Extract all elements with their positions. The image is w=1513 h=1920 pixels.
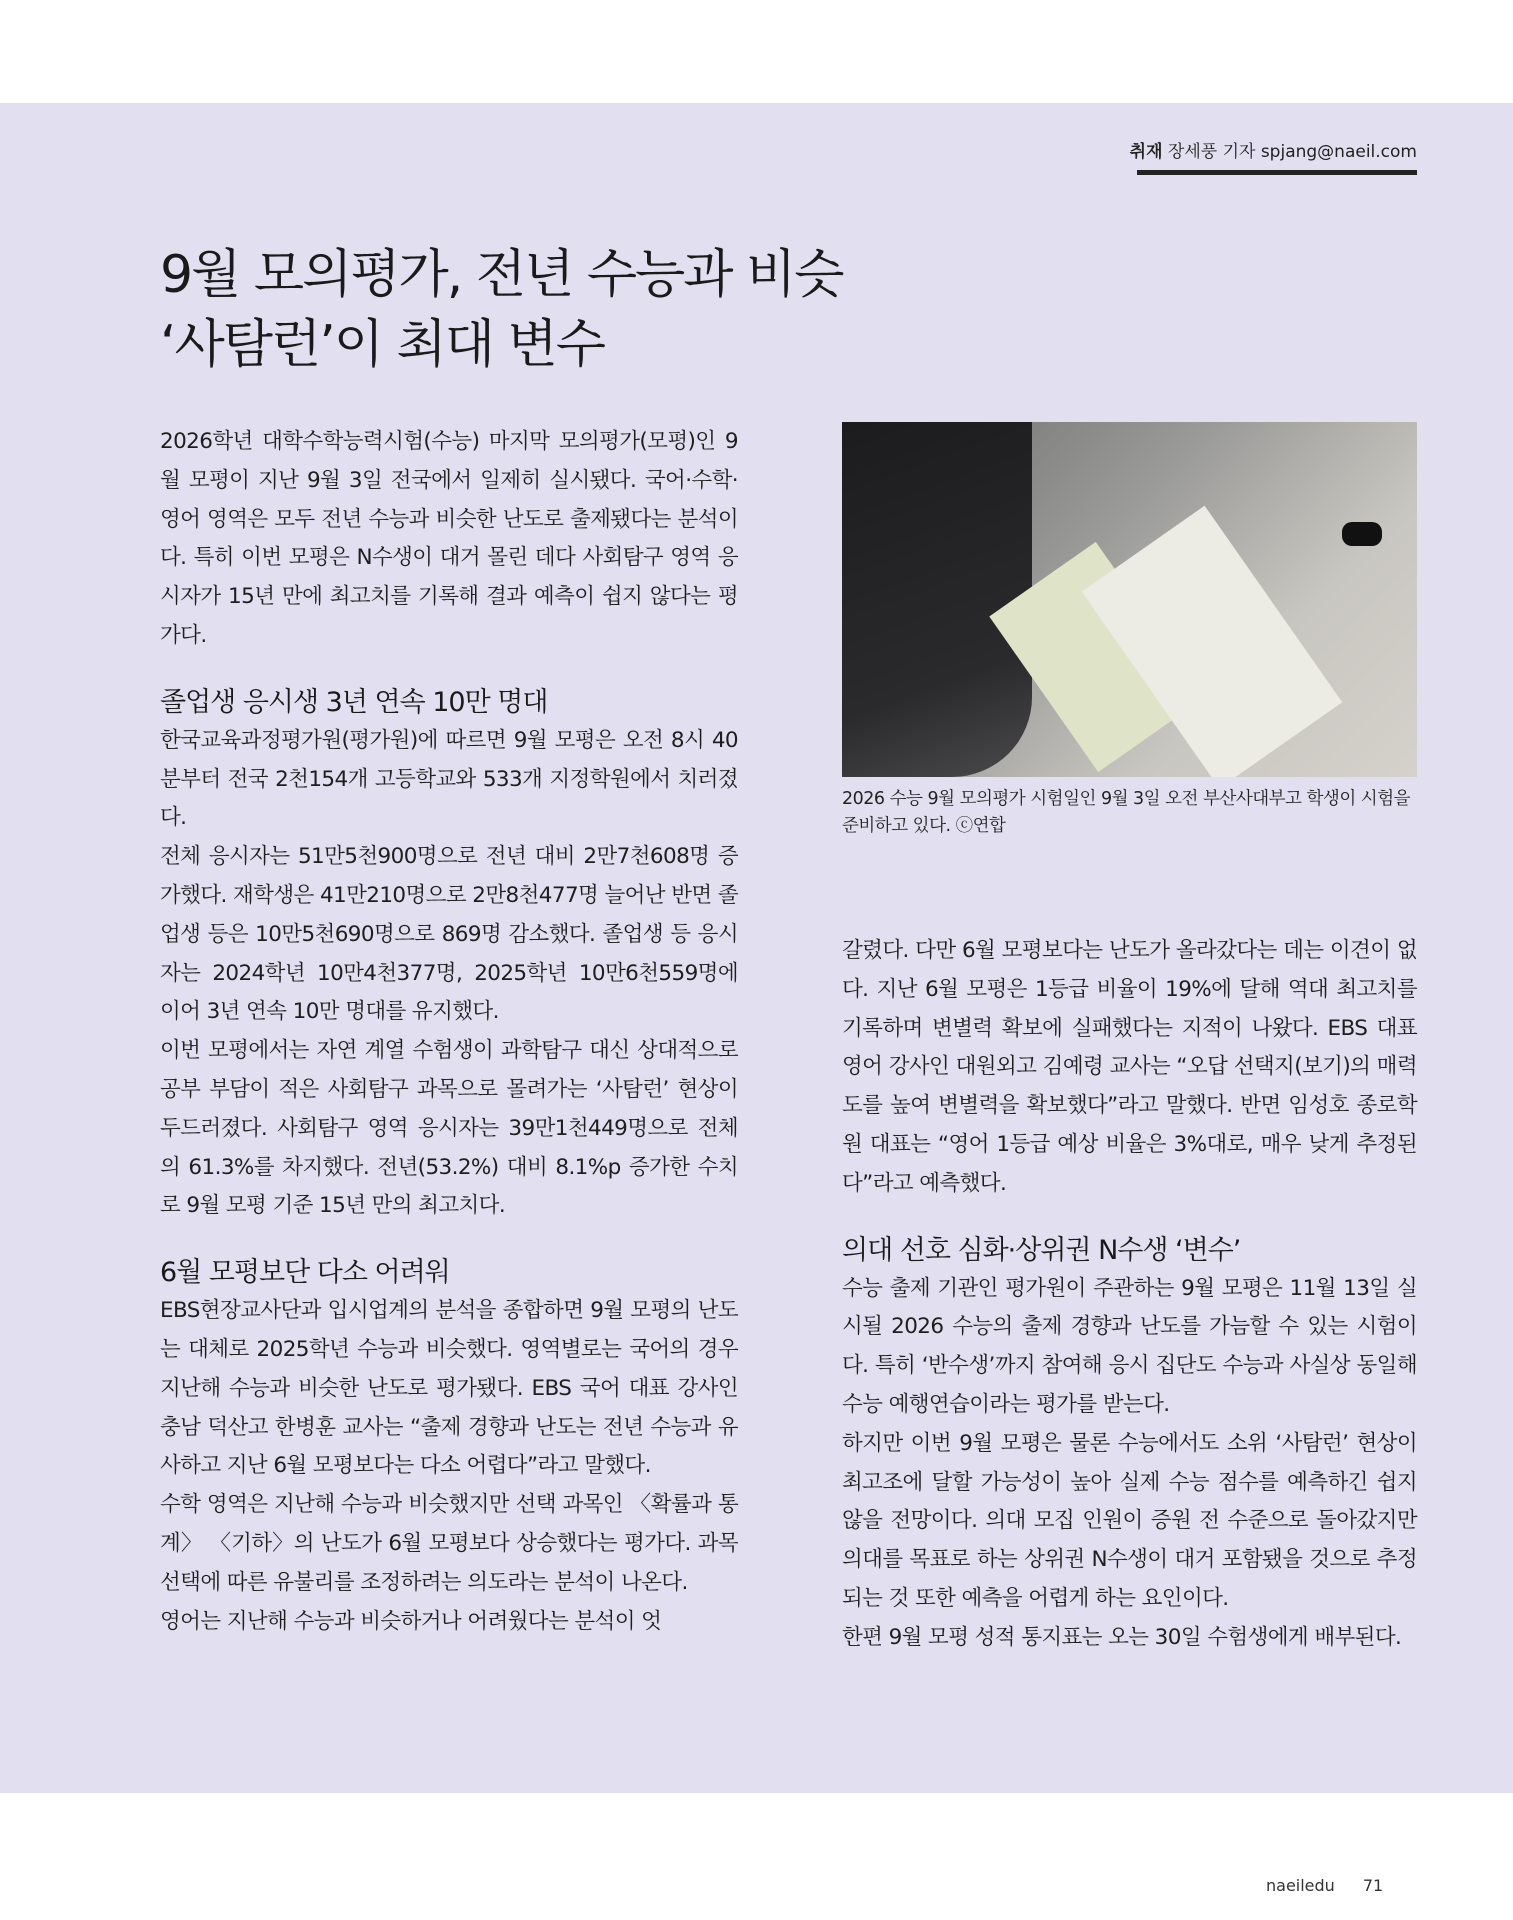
- page-number: 71: [1362, 1876, 1384, 1895]
- body-paragraph: 한편 9월 모평 성적 통지표는 오는 30일 수험생에게 배부된다.: [842, 1624, 1402, 1650]
- body-paragraph: 영어는 지난해 수능과 비슷하거나 어려웠다는 분석이 엇: [160, 1608, 662, 1634]
- section-heading: 6월 모평보단 다소 어려워: [160, 1257, 450, 1289]
- left-column: [160, 423, 738, 1641]
- photo-caption: 2026 수능 9월 모의평가 시험일인 9월 3일 오전 부산사대부고 학생이 시험을 준비하고 있다. ⓒ연합: [842, 789, 1410, 836]
- headline-line-2: ‘사탐런’이 최대 변수: [160, 315, 604, 375]
- body-paragraph: EBS현장교사단과 입시업계의 분석을 종합하면 9월 모평의 난도는 대체로 2025학년 수능과 비슷했다. 영역별로는 국어의 경우 지난해 수능과 비슷한 난도로 평가됐다. EBS 국어 대표 강사인 충남 덕산고 한병훈 교사는 “출제 경향과 난도는 전년 수능과 유사하고 지난 6월 모평보다는 다소 어렵다”라고 말했다.: [160, 1298, 738, 1479]
- headline-line-1: 9월 모의평가, 전년 수능과 비슷: [160, 245, 843, 305]
- body-paragraph: 전체 응시자는 51만5천900명으로 전년 대비 2만7천608명 증가했다. 재학생은 41만210명으로 2만8천477명 늘어난 반면 졸업생 등은 10만5천690명으로 869명 감소했다. 졸업생 등 응시자는 2024학년 10만4천377명, 2025학년 10만6천559명에 이어 3년 연속 10만 명대를 유지했다.: [160, 844, 738, 1025]
- footer-brand: naeiledu: [1266, 1876, 1335, 1895]
- page-footer: [1266, 1876, 1383, 1895]
- byline: [1130, 137, 1417, 162]
- section-heading: 의대 선호 심화·상위권 N수생 ‘변수’: [842, 1234, 1241, 1266]
- body-paragraph: 수학 영역은 지난해 수능과 비슷했지만 선택 과목인 〈확률과 통계〉 〈기하〉의 난도가 6월 모평보다 상승했다는 평가다. 과목 선택에 따른 유불리를 조정하려는 의도라는 분석이 나온다.: [160, 1492, 738, 1595]
- body-paragraph: 한국교육과정평가원(평가원)에 따르면 9월 모평은 오전 8시 40분부터 전국 2천154개 고등학교와 533개 지정학원에서 치러졌다.: [160, 727, 738, 831]
- byline-author: 장세풍 기자 spjang@naeil.com: [1167, 142, 1417, 162]
- byline-divider: [1137, 170, 1417, 175]
- exam-photo: [842, 422, 1417, 777]
- article-headline: [160, 240, 920, 380]
- right-column: [842, 932, 1417, 1658]
- student-figure: [842, 422, 1032, 777]
- body-paragraph: 갈렸다. 다만 6월 모평보다는 난도가 올라갔다는 데는 이견이 없다. 지난 6월 모평은 1등급 비율이 19%에 달해 역대 최고치를 기록하며 변별력 확보에 실패했다는 지적이 나왔다. EBS 대표 영어 강사인 대원외고 김예령 교사는 “오답 선택지(보기)의 매력도를 높여 변별력을 확보했다”라고 말했다. 반면 임성호 종로학원 대표는 “영어 1등급 예상 비율은 3%대로, 매우 낮게 추정된다”라고 예측했다.: [842, 938, 1417, 1196]
- body-paragraph: 수능 출제 기관인 평가원이 주관하는 9월 모평은 11월 13일 실시될 2026 수능의 출제 경향과 난도를 가늠할 수 있는 시험이다. 특히 ‘반수생’까지 참여해 응시 집단도 수능과 사실상 동일해 수능 예행연습이라는 평가를 받는다.: [842, 1275, 1417, 1417]
- body-paragraph: 2026학년 대학수학능력시험(수능) 마지막 모의평가(모평)인 9월 모평이 지난 9월 3일 전국에서 일제히 실시됐다. 국어·수학·영어 영역은 모두 전년 수능과 비슷한 난도로 출제됐다는 분석이다. 특히 이번 모평은 N수생이 대거 몰린 데다 사회탐구 영역 응시자가 15년 만에 최고치를 기록해 결과 예측이 쉽지 않다는 평가다.: [160, 429, 738, 648]
- section-heading: 졸업생 응시생 3년 연속 10만 명대: [160, 686, 548, 718]
- watch-icon: [1342, 522, 1382, 546]
- byline-label: 취재: [1129, 142, 1163, 162]
- body-paragraph: 하지만 이번 9월 모평은 물론 수능에서도 소위 ‘사탐런’ 현상이 최고조에 달할 가능성이 높아 실제 수능 점수를 예측하긴 쉽지 않을 전망이다. 의대 모집 인원이 증원 전 수준으로 돌아갔지만 의대를 목표로 하는 상위권 N수생이 대거 포함됐을 것으로 추정되는 것 또한 예측을 어렵게 하는 요인이다.: [842, 1430, 1417, 1611]
- body-paragraph: 이번 모평에서는 자연 계열 수험생이 과학탐구 대신 상대적으로 공부 부담이 적은 사회탐구 과목으로 몰려가는 ‘사탐런’ 현상이 두드러졌다. 사회탐구 영역 응시자는 39만1천449명으로 전체의 61.3%를 차지했다. 전년(53.2%) 대비 8.1%p 증가한 수치로 9월 모평 기준 15년 만의 최고치다.: [160, 1038, 738, 1219]
